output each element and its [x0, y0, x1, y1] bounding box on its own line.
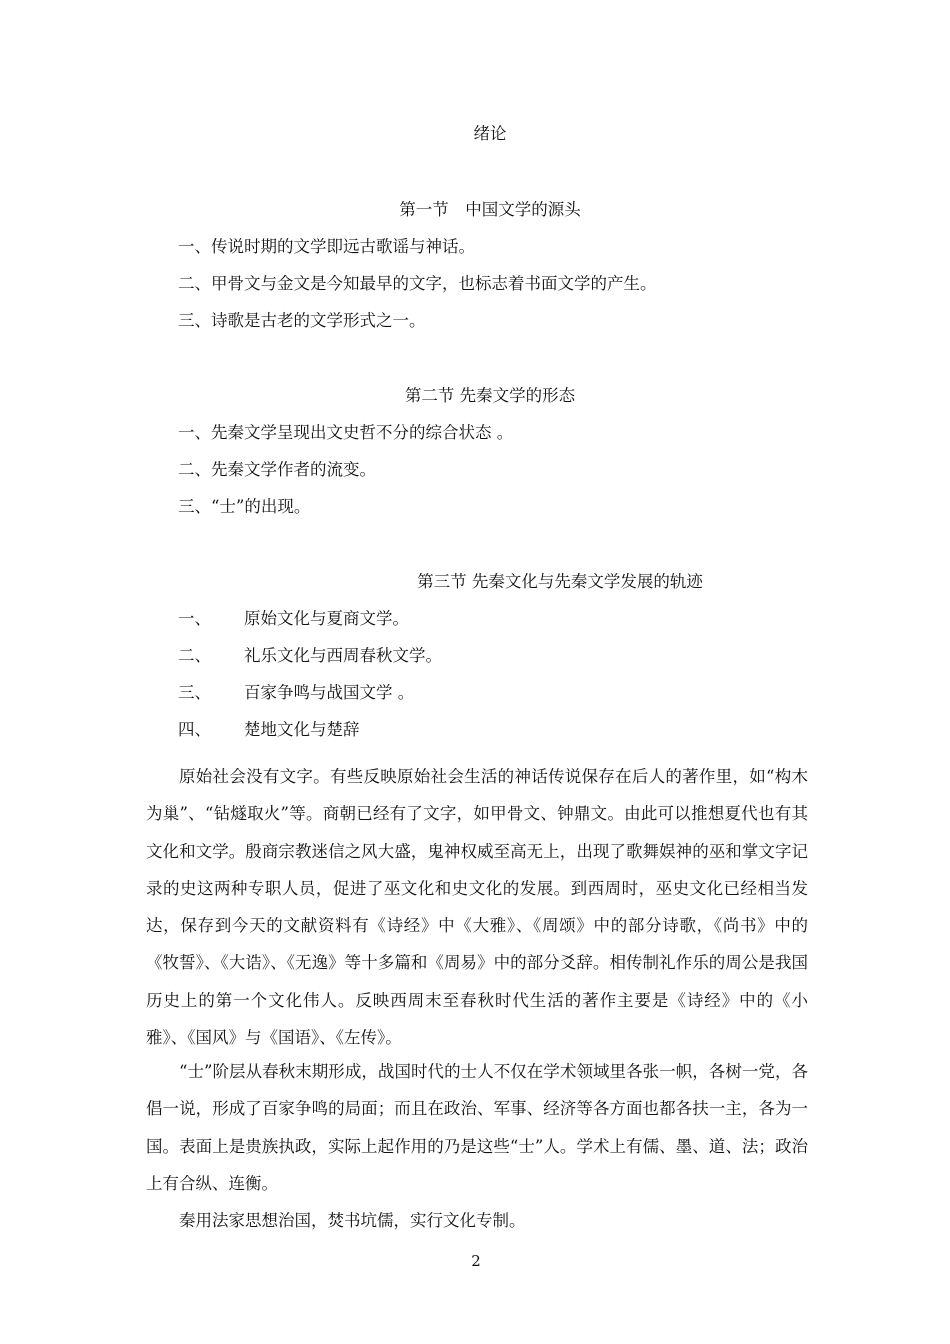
section-2-item-1: 一、先秦文学呈现出文史哲不分的综合状态 。 — [178, 423, 514, 442]
section-3-item-4 — [178, 720, 360, 740]
section-1-item-3: 三、诗歌是古老的文学形式之一。 — [178, 311, 426, 330]
item-text: 楚地文化与楚辞 — [244, 720, 360, 739]
section-3-item-2 — [178, 646, 442, 666]
section-3-item-1 — [178, 609, 409, 629]
body-paragraph-3: 秦用法家思想治国，焚书坑儒，实行文化专制。 — [179, 1211, 526, 1230]
section-1-item-1: 一、传说时期的文学即远古歌谣与神话。 — [178, 237, 475, 256]
item-text: 礼乐文化与西周春秋文学。 — [244, 646, 442, 665]
section-2-item-3: 三、“士”的出现。 — [178, 497, 311, 516]
item-number: 三、 — [178, 683, 211, 702]
page-number: 2 — [471, 1252, 481, 1270]
body-paragraph-2: “士”阶层从春秋末期形成，战国时代的士人不仅在学术领域里各张一帜，各树一党，各倡一说，形成了百家争鸣的局面；而且在政治、军事、经济等各方面也都各扶一主，各为一国。表面上是贵族执政，实际上起作用的乃是这些“士”人。学术上有儒、墨、道、法；政治上有合纵、连衡。 — [146, 1062, 808, 1193]
section-1-item-2: 二、甲骨文与金文是今知最早的文字，也标志着书面文学的产生。 — [178, 274, 657, 293]
item-text: 原始文化与夏商文学。 — [244, 609, 409, 628]
section-1-heading: 第一节 中国文学的源头 — [399, 200, 581, 219]
item-number: 四、 — [178, 720, 211, 739]
section-3-item-3 — [178, 683, 414, 703]
item-number: 二、 — [178, 646, 211, 665]
item-text: 百家争鸣与战国文学 。 — [244, 683, 415, 702]
page-title: 绪论 — [473, 124, 507, 143]
section-3-heading: 第三节 先秦文化与先秦文学发展的轨迹 — [417, 572, 703, 591]
section-2-item-2: 二、先秦文学作者的流变。 — [178, 460, 376, 479]
item-number: 一、 — [178, 609, 211, 628]
section-2-heading: 第二节 先秦文学的形态 — [404, 386, 576, 405]
body-paragraph-1: 原始社会没有文字。有些反映原始社会生活的神话传说保存在后人的著作里，如“构木为巢”、“钻燧取火”等。商朝已经有了文字，如甲骨文、钟鼎文。由此可以推想夏代也有其文化和文学。殷商宗教迷信之风大盛，鬼神权威至高无上，出现了歌舞娱神的巫和掌文字记录的史这两种专职人员，促进了巫文化和史文化的发展。到西周时，巫史文化已经相当发达，保存到今天的文献资料有《诗经》中《大雅》、《周颂》中的部分诗歌，《尚书》中的《牧誓》、《大诰》、《无逸》等十多篇和《周易》中的部分爻辞。相传制礼作乐的周公是我国历史上的第一个文化伟人。反映西周末至春秋时代生活的著作主要是《诗经》中的《小雅》、《国风》与《国语》、《左传》。 — [146, 767, 808, 1048]
